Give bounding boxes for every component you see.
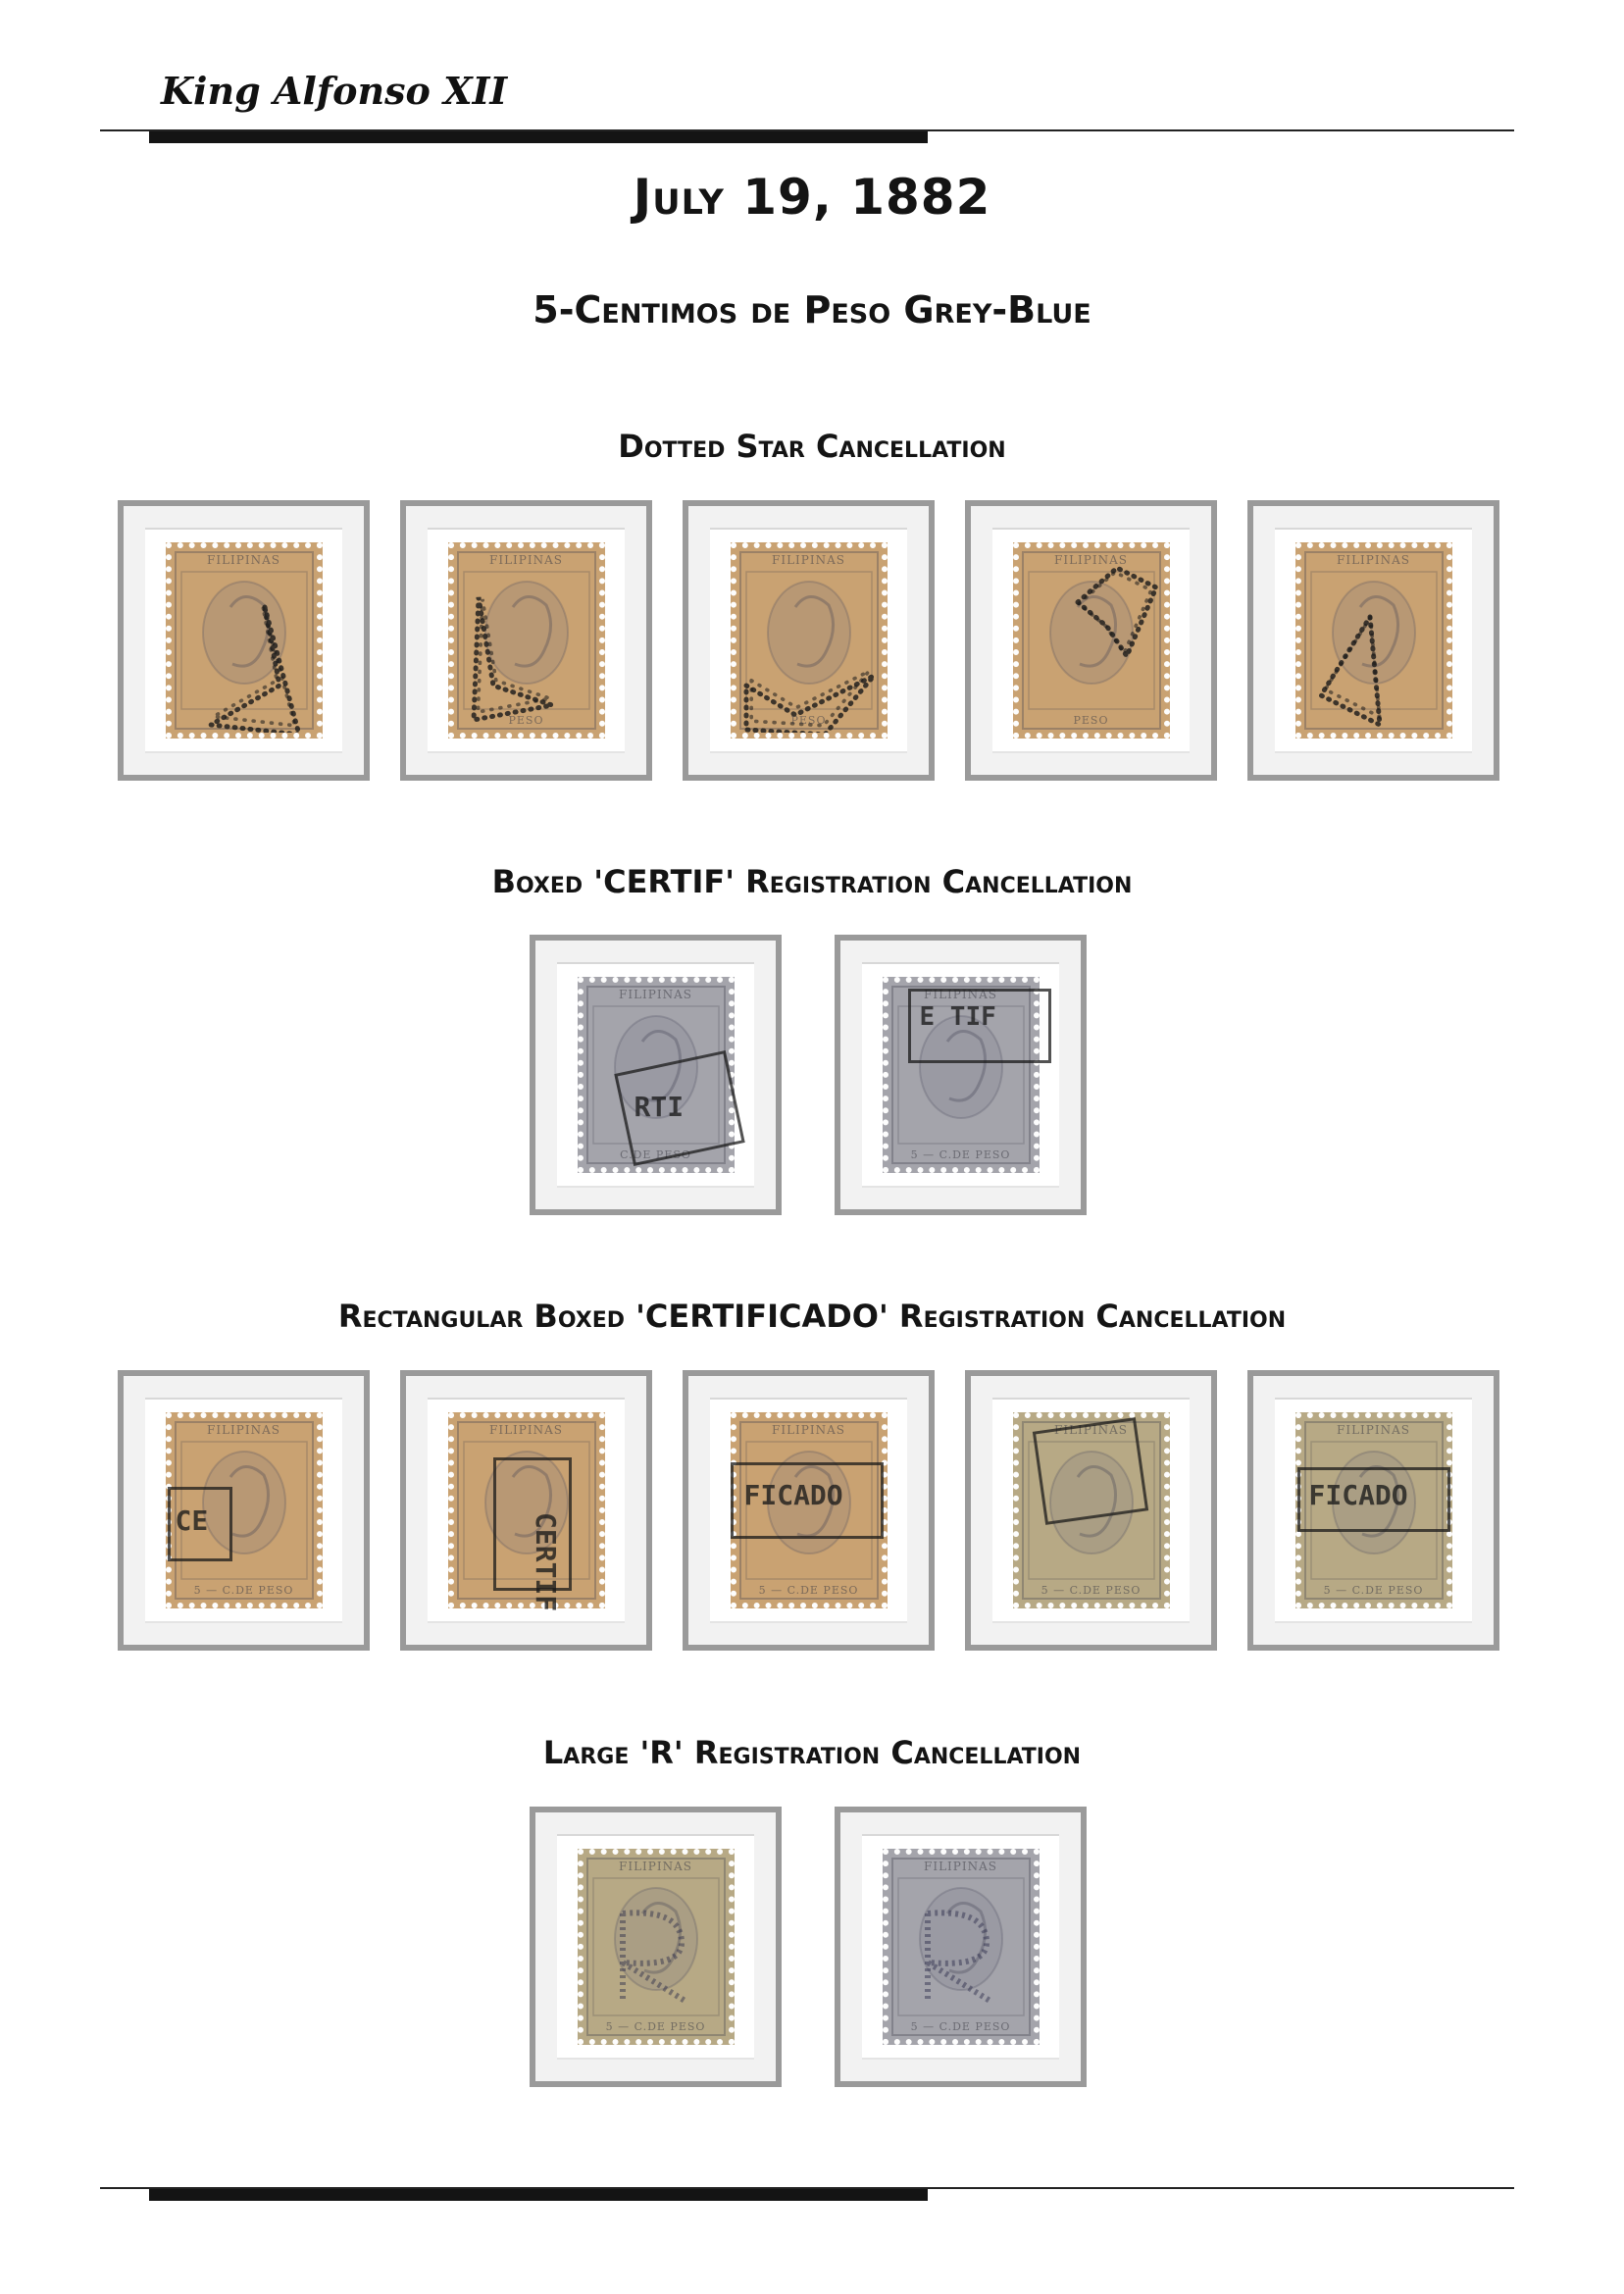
footer-rule-thick <box>149 2189 928 2201</box>
stamp-country-label: FILIPINAS <box>924 1860 997 1873</box>
stamp-portrait-icon <box>454 548 599 733</box>
stamp-mount-window <box>428 528 625 753</box>
stamp-mount <box>835 935 1087 1215</box>
stamp-mount-window <box>862 962 1059 1188</box>
stamp-mount-window <box>145 528 342 753</box>
stamp-mount-window <box>557 962 754 1188</box>
stamp-mount-window <box>992 528 1190 753</box>
stamp-mount <box>400 500 652 781</box>
stamp-country-label: FILIPINAS <box>489 553 563 567</box>
stamp-mount <box>965 500 1217 781</box>
stamp-mount-window <box>710 1398 907 1623</box>
postage-stamp <box>578 1849 735 2045</box>
stamp-portrait-icon <box>172 548 317 733</box>
cancel-lettering: CERTIF <box>529 1512 562 1612</box>
stamp-mount-window <box>428 1398 625 1623</box>
stamp-mount <box>683 1370 935 1651</box>
cancel-lettering: RTI <box>634 1091 685 1123</box>
postage-stamp <box>166 542 323 739</box>
postage-stamp <box>1013 542 1170 739</box>
section-title: Rectangular Boxed 'CERTIFICADO' Registration Cancellation <box>337 1298 1287 1335</box>
section-title: Boxed 'CERTIF' Registration Cancellation <box>491 863 1133 900</box>
stamp-mount-window <box>1275 528 1472 753</box>
album-page-header-title: King Alfonso XII <box>161 69 508 113</box>
stamp-mount <box>400 1370 652 1651</box>
stamp-value-label: C.DE PESO <box>620 1148 691 1161</box>
stamp-mount <box>118 1370 370 1651</box>
stamp-value-label: PESO <box>508 714 544 727</box>
registration-cancel-box <box>1032 1417 1147 1525</box>
stamp-value-label: 5 — C.DE PESO <box>1040 1584 1142 1597</box>
stamp-mount <box>683 500 935 781</box>
stamp-country-label: FILIPINAS <box>1337 553 1410 567</box>
stamp-country-label: FILIPINAS <box>924 988 997 1001</box>
postage-stamp <box>448 1412 605 1612</box>
cancel-lettering: CE <box>175 1504 209 1537</box>
cancel-lettering: FICADO <box>743 1479 843 1511</box>
stamp-country-label: FILIPINAS <box>772 553 845 567</box>
stamp-value-label: 5 — C.DE PESO <box>605 2020 706 2033</box>
stamp-mount <box>1247 500 1499 781</box>
stamp-country-label: FILIPINAS <box>207 1423 280 1437</box>
stamp-mount <box>835 1807 1087 2087</box>
postage-stamp <box>731 542 888 739</box>
stamp-country-label: FILIPINAS <box>619 988 692 1001</box>
issue-subtitle: 5-Centimos de Peso Grey-Blue <box>533 288 1091 331</box>
section-title: Dotted Star Cancellation <box>618 428 1006 465</box>
stamp-mount-window <box>145 1398 342 1623</box>
stamp-value-label: 5 — C.DE PESO <box>193 1584 294 1597</box>
postage-stamp <box>166 1412 323 1608</box>
stamp-mount <box>118 500 370 781</box>
stamp-mount <box>1247 1370 1499 1651</box>
section-title: Large 'R' Registration Cancellation <box>542 1734 1082 1771</box>
stamp-portrait-icon <box>1301 548 1446 733</box>
postage-stamp <box>1013 1412 1170 1608</box>
cancel-lettering: FICADO <box>1308 1479 1408 1511</box>
stamp-portrait-icon <box>888 1855 1034 2039</box>
stamp-mount-window <box>710 528 907 753</box>
cancel-lettering: E TIF <box>919 1002 996 1032</box>
postage-stamp <box>883 977 1040 1173</box>
stamp-mount-window <box>862 1834 1059 2060</box>
stamp-mount <box>530 1807 782 2087</box>
stamp-mount-window <box>992 1398 1190 1623</box>
stamp-country-label: FILIPINAS <box>1337 1423 1410 1437</box>
stamp-country-label: FILIPINAS <box>619 1860 692 1873</box>
stamp-value-label: 5 — C.DE PESO <box>758 1584 859 1597</box>
stamp-portrait-icon <box>584 1855 729 2039</box>
stamp-country-label: FILIPINAS <box>207 553 280 567</box>
stamp-value-label: 5 — C.DE PESO <box>1323 1584 1424 1597</box>
postage-stamp <box>1295 542 1452 739</box>
postage-stamp <box>731 1412 888 1608</box>
header-rule-thick <box>149 131 928 143</box>
stamp-mount <box>530 935 782 1215</box>
stamp-value-label: PESO <box>790 714 827 727</box>
stamp-value-label: 5 — C.DE PESO <box>910 1148 1011 1161</box>
stamp-value-label: PESO <box>1073 714 1109 727</box>
stamp-country-label: FILIPINAS <box>489 1423 563 1437</box>
stamp-portrait-icon <box>1019 548 1164 733</box>
postage-stamp <box>1295 1412 1452 1608</box>
stamp-country-label: FILIPINAS <box>772 1423 845 1437</box>
stamp-portrait-icon <box>736 548 882 733</box>
stamp-mount-window <box>557 1834 754 2060</box>
postage-stamp <box>578 977 735 1173</box>
stamp-mount-window <box>1275 1398 1472 1623</box>
stamp-value-label: 5 — C.DE PESO <box>910 2020 1011 2033</box>
issue-date: July 19, 1882 <box>633 169 991 226</box>
stamp-country-label: FILIPINAS <box>1054 1423 1128 1437</box>
stamp-country-label: FILIPINAS <box>1054 553 1128 567</box>
stamp-mount <box>965 1370 1217 1651</box>
postage-stamp <box>883 1849 1040 2045</box>
postage-stamp <box>448 542 605 739</box>
